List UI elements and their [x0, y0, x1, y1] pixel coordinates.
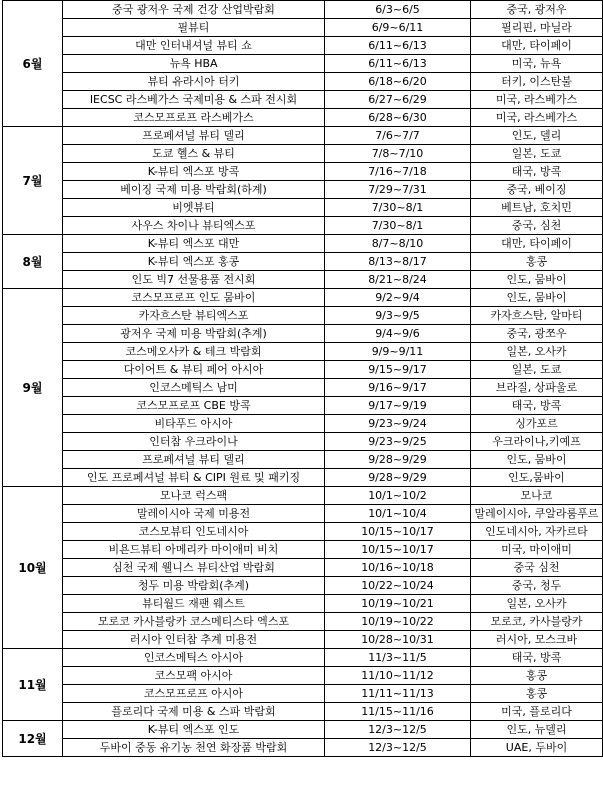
- event-place-cell: 대만, 타이페이: [471, 235, 603, 253]
- event-date-cell: 9/17~9/19: [325, 397, 471, 415]
- table-row: [3, 235, 603, 253]
- event-name-cell: 코스모프로프 인도 뭄바이: [63, 289, 325, 307]
- event-place-cell: UAE, 두바이: [471, 739, 603, 757]
- event-date-cell: 9/3~9/5: [325, 307, 471, 325]
- table-row: [3, 73, 603, 91]
- event-place-cell: 터키, 이스탄불: [471, 73, 603, 91]
- table-row: [3, 361, 603, 379]
- event-place-cell: 중국, 광쪼우: [471, 325, 603, 343]
- event-name-cell: 플로리다 국제 미용 & 스파 박람회: [63, 703, 325, 721]
- table-row: [3, 379, 603, 397]
- schedule-page: [2, 0, 602, 757]
- event-place-cell: 일본, 오사카: [471, 343, 603, 361]
- table-row: [3, 289, 603, 307]
- event-name-cell: 인도 빅7 선물용품 전시회: [63, 271, 325, 289]
- table-row: [3, 487, 603, 505]
- table-row: [3, 433, 603, 451]
- table-row: [3, 325, 603, 343]
- month-label: 12월: [3, 721, 63, 757]
- event-date-cell: 6/9~6/11: [325, 19, 471, 37]
- event-date-cell: 10/19~10/21: [325, 595, 471, 613]
- table-row: [3, 91, 603, 109]
- event-place-cell: 카자흐스탄, 알마티: [471, 307, 603, 325]
- table-row: [3, 397, 603, 415]
- month-label: 7월: [3, 127, 63, 235]
- event-place-cell: 인도, 뭄바이: [471, 451, 603, 469]
- event-date-cell: 10/15~10/17: [325, 541, 471, 559]
- table-row: [3, 613, 603, 631]
- event-date-cell: 10/22~10/24: [325, 577, 471, 595]
- event-name-cell: 비엣뷰티: [63, 199, 325, 217]
- table-row: [3, 127, 603, 145]
- event-date-cell: 12/3~12/5: [325, 721, 471, 739]
- event-name-cell: 인도 프로페셔널 뷰티 & CIPI 원료 및 패키징: [63, 469, 325, 487]
- event-date-cell: 9/23~9/24: [325, 415, 471, 433]
- table-row: [3, 271, 603, 289]
- event-date-cell: 8/7~8/10: [325, 235, 471, 253]
- event-place-cell: 태국, 방콕: [471, 397, 603, 415]
- event-date-cell: 8/21~8/24: [325, 271, 471, 289]
- table-row: [3, 109, 603, 127]
- event-name-cell: 베이징 국제 미용 박람회(하계): [63, 181, 325, 199]
- event-name-cell: 필뷰티: [63, 19, 325, 37]
- event-date-cell: 9/16~9/17: [325, 379, 471, 397]
- event-place-cell: 홍콩: [471, 253, 603, 271]
- event-place-cell: 인도, 뭄바이: [471, 271, 603, 289]
- event-place-cell: 태국, 방콕: [471, 163, 603, 181]
- event-name-cell: K-뷰티 엑스포 대만: [63, 235, 325, 253]
- event-place-cell: 인도네시아, 자카르타: [471, 523, 603, 541]
- event-name-cell: 코스모뷰티 인도네시아: [63, 523, 325, 541]
- event-name-cell: 뷰티 유라시아 터키: [63, 73, 325, 91]
- event-place-cell: 모로코, 카사블랑카: [471, 613, 603, 631]
- event-place-cell: 태국, 방콕: [471, 649, 603, 667]
- table-row: [3, 1, 603, 19]
- event-name-cell: 대만 인터내셔널 뷰티 쇼: [63, 37, 325, 55]
- event-name-cell: 말레이시아 국제 미용전: [63, 505, 325, 523]
- event-date-cell: 7/30~8/1: [325, 199, 471, 217]
- event-place-cell: 중국 심천: [471, 559, 603, 577]
- event-place-cell: 중국, 심천: [471, 217, 603, 235]
- event-place-cell: 우크라이나,키예프: [471, 433, 603, 451]
- event-date-cell: 9/28~9/29: [325, 469, 471, 487]
- table-row: [3, 253, 603, 271]
- event-name-cell: 프로페셔널 뷰티 델리: [63, 451, 325, 469]
- month-label: 10월: [3, 487, 63, 649]
- event-name-cell: 인코스메틱스 남미: [63, 379, 325, 397]
- event-place-cell: 일본, 도쿄: [471, 145, 603, 163]
- event-name-cell: 뉴욕 HBA: [63, 55, 325, 73]
- event-date-cell: 12/3~12/5: [325, 739, 471, 757]
- table-row: [3, 559, 603, 577]
- month-label: 6월: [3, 1, 63, 127]
- event-place-cell: 베트남, 호치민: [471, 199, 603, 217]
- event-name-cell: 코스모프로프 아시아: [63, 685, 325, 703]
- table-row: [3, 739, 603, 757]
- month-label: 11월: [3, 649, 63, 721]
- table-row: [3, 163, 603, 181]
- event-name-cell: 인터참 우크라이나: [63, 433, 325, 451]
- event-name-cell: 모로코 카사블랑카 코스메티스타 엑스포: [63, 613, 325, 631]
- table-row: [3, 415, 603, 433]
- event-date-cell: 6/11~6/13: [325, 37, 471, 55]
- event-name-cell: 모나코 럭스팩: [63, 487, 325, 505]
- event-date-cell: 6/27~6/29: [325, 91, 471, 109]
- event-date-cell: 6/11~6/13: [325, 55, 471, 73]
- event-place-cell: 일본, 오사카: [471, 595, 603, 613]
- table-row: [3, 541, 603, 559]
- event-place-cell: 싱가포르: [471, 415, 603, 433]
- event-date-cell: 9/9~9/11: [325, 343, 471, 361]
- event-date-cell: 11/15~11/16: [325, 703, 471, 721]
- table-row: [3, 307, 603, 325]
- event-place-cell: 미국, 마이애미: [471, 541, 603, 559]
- event-place-cell: 대만, 타이페이: [471, 37, 603, 55]
- event-name-cell: 프로페셔널 뷰티 델리: [63, 127, 325, 145]
- event-date-cell: 10/15~10/17: [325, 523, 471, 541]
- schedule-table-body: [3, 1, 603, 757]
- event-place-cell: 필리핀, 마닐라: [471, 19, 603, 37]
- event-date-cell: 8/13~8/17: [325, 253, 471, 271]
- event-name-cell: 광저우 국제 미용 박람회(추계): [63, 325, 325, 343]
- table-row: [3, 19, 603, 37]
- event-name-cell: 도쿄 헬스 & 뷰티: [63, 145, 325, 163]
- event-name-cell: 두바이 중동 유기농 천연 화장품 박람회: [63, 739, 325, 757]
- table-row: [3, 667, 603, 685]
- event-place-cell: 미국, 플로리다: [471, 703, 603, 721]
- event-date-cell: 7/29~7/31: [325, 181, 471, 199]
- exhibition-schedule-table: [2, 0, 603, 757]
- table-row: [3, 145, 603, 163]
- event-place-cell: 말레이시아, 쿠알라룸푸르: [471, 505, 603, 523]
- table-row: [3, 631, 603, 649]
- table-row: [3, 595, 603, 613]
- event-place-cell: 미국, 라스베가스: [471, 91, 603, 109]
- event-name-cell: IECSC 라스베가스 국제미용 & 스파 전시회: [63, 91, 325, 109]
- table-row: [3, 685, 603, 703]
- table-row: [3, 577, 603, 595]
- event-date-cell: 9/2~9/4: [325, 289, 471, 307]
- event-name-cell: 인코스메틱스 아시아: [63, 649, 325, 667]
- event-date-cell: 9/15~9/17: [325, 361, 471, 379]
- event-place-cell: 브라질, 상파울로: [471, 379, 603, 397]
- event-place-cell: 인도, 뭄바이: [471, 289, 603, 307]
- event-place-cell: 러시아, 모스크바: [471, 631, 603, 649]
- event-date-cell: 10/1~10/2: [325, 487, 471, 505]
- event-name-cell: 카자흐스탄 뷰티엑스포: [63, 307, 325, 325]
- event-name-cell: K-뷰티 엑스포 홍콩: [63, 253, 325, 271]
- table-row: [3, 217, 603, 235]
- event-name-cell: 심천 국제 웰니스 뷰티산업 박람회: [63, 559, 325, 577]
- event-name-cell: 비타푸드 아시아: [63, 415, 325, 433]
- event-place-cell: 중국, 베이징: [471, 181, 603, 199]
- table-row: [3, 181, 603, 199]
- table-row: [3, 37, 603, 55]
- event-place-cell: 인도, 뉴델리: [471, 721, 603, 739]
- table-row: [3, 343, 603, 361]
- table-row: [3, 55, 603, 73]
- table-row: [3, 703, 603, 721]
- event-name-cell: 다이어트 & 뷰티 페어 아시아: [63, 361, 325, 379]
- event-place-cell: 중국, 청두: [471, 577, 603, 595]
- event-date-cell: 11/10~11/12: [325, 667, 471, 685]
- event-name-cell: 비욘드뷰티 아메리카 마이애미 비치: [63, 541, 325, 559]
- event-date-cell: 7/6~7/7: [325, 127, 471, 145]
- event-date-cell: 6/3~6/5: [325, 1, 471, 19]
- event-place-cell: 일본, 도쿄: [471, 361, 603, 379]
- event-date-cell: 9/4~9/6: [325, 325, 471, 343]
- event-date-cell: 10/28~10/31: [325, 631, 471, 649]
- event-date-cell: 9/23~9/25: [325, 433, 471, 451]
- event-date-cell: 7/30~8/1: [325, 217, 471, 235]
- event-date-cell: 10/19~10/22: [325, 613, 471, 631]
- event-name-cell: 코스모프로프 라스베가스: [63, 109, 325, 127]
- table-row: [3, 721, 603, 739]
- event-place-cell: 인도,뭄바이: [471, 469, 603, 487]
- event-place-cell: 인도, 델리: [471, 127, 603, 145]
- event-name-cell: 사우스 차이나 뷰티엑스포: [63, 217, 325, 235]
- event-name-cell: 코스모팩 아시아: [63, 667, 325, 685]
- event-name-cell: 뷰티월드 재팬 웨스트: [63, 595, 325, 613]
- table-row: [3, 523, 603, 541]
- event-place-cell: 홍콩: [471, 667, 603, 685]
- event-date-cell: 7/8~7/10: [325, 145, 471, 163]
- event-date-cell: 10/1~10/4: [325, 505, 471, 523]
- event-place-cell: 미국, 라스베가스: [471, 109, 603, 127]
- event-place-cell: 홍콩: [471, 685, 603, 703]
- table-row: [3, 199, 603, 217]
- month-label: 9월: [3, 289, 63, 487]
- event-name-cell: K-뷰티 엑스포 인도: [63, 721, 325, 739]
- event-date-cell: 11/3~11/5: [325, 649, 471, 667]
- table-row: [3, 451, 603, 469]
- table-row: [3, 649, 603, 667]
- event-date-cell: 6/28~6/30: [325, 109, 471, 127]
- event-name-cell: 청두 미용 박람회(추계): [63, 577, 325, 595]
- event-name-cell: 중국 광저우 국제 건강 산업박람회: [63, 1, 325, 19]
- event-date-cell: 6/18~6/20: [325, 73, 471, 91]
- event-name-cell: 코스모프로프 CBE 방콕: [63, 397, 325, 415]
- event-place-cell: 미국, 뉴욕: [471, 55, 603, 73]
- event-place-cell: 중국, 광저우: [471, 1, 603, 19]
- event-place-cell: 모나코: [471, 487, 603, 505]
- event-name-cell: K-뷰티 엑스포 방콕: [63, 163, 325, 181]
- table-row: [3, 469, 603, 487]
- event-date-cell: 9/28~9/29: [325, 451, 471, 469]
- event-name-cell: 러시아 인터참 추계 미용전: [63, 631, 325, 649]
- table-row: [3, 505, 603, 523]
- event-date-cell: 11/11~11/13: [325, 685, 471, 703]
- event-date-cell: 10/16~10/18: [325, 559, 471, 577]
- month-label: 8월: [3, 235, 63, 289]
- event-date-cell: 7/16~7/18: [325, 163, 471, 181]
- event-name-cell: 코스메오사카 & 테크 박람회: [63, 343, 325, 361]
